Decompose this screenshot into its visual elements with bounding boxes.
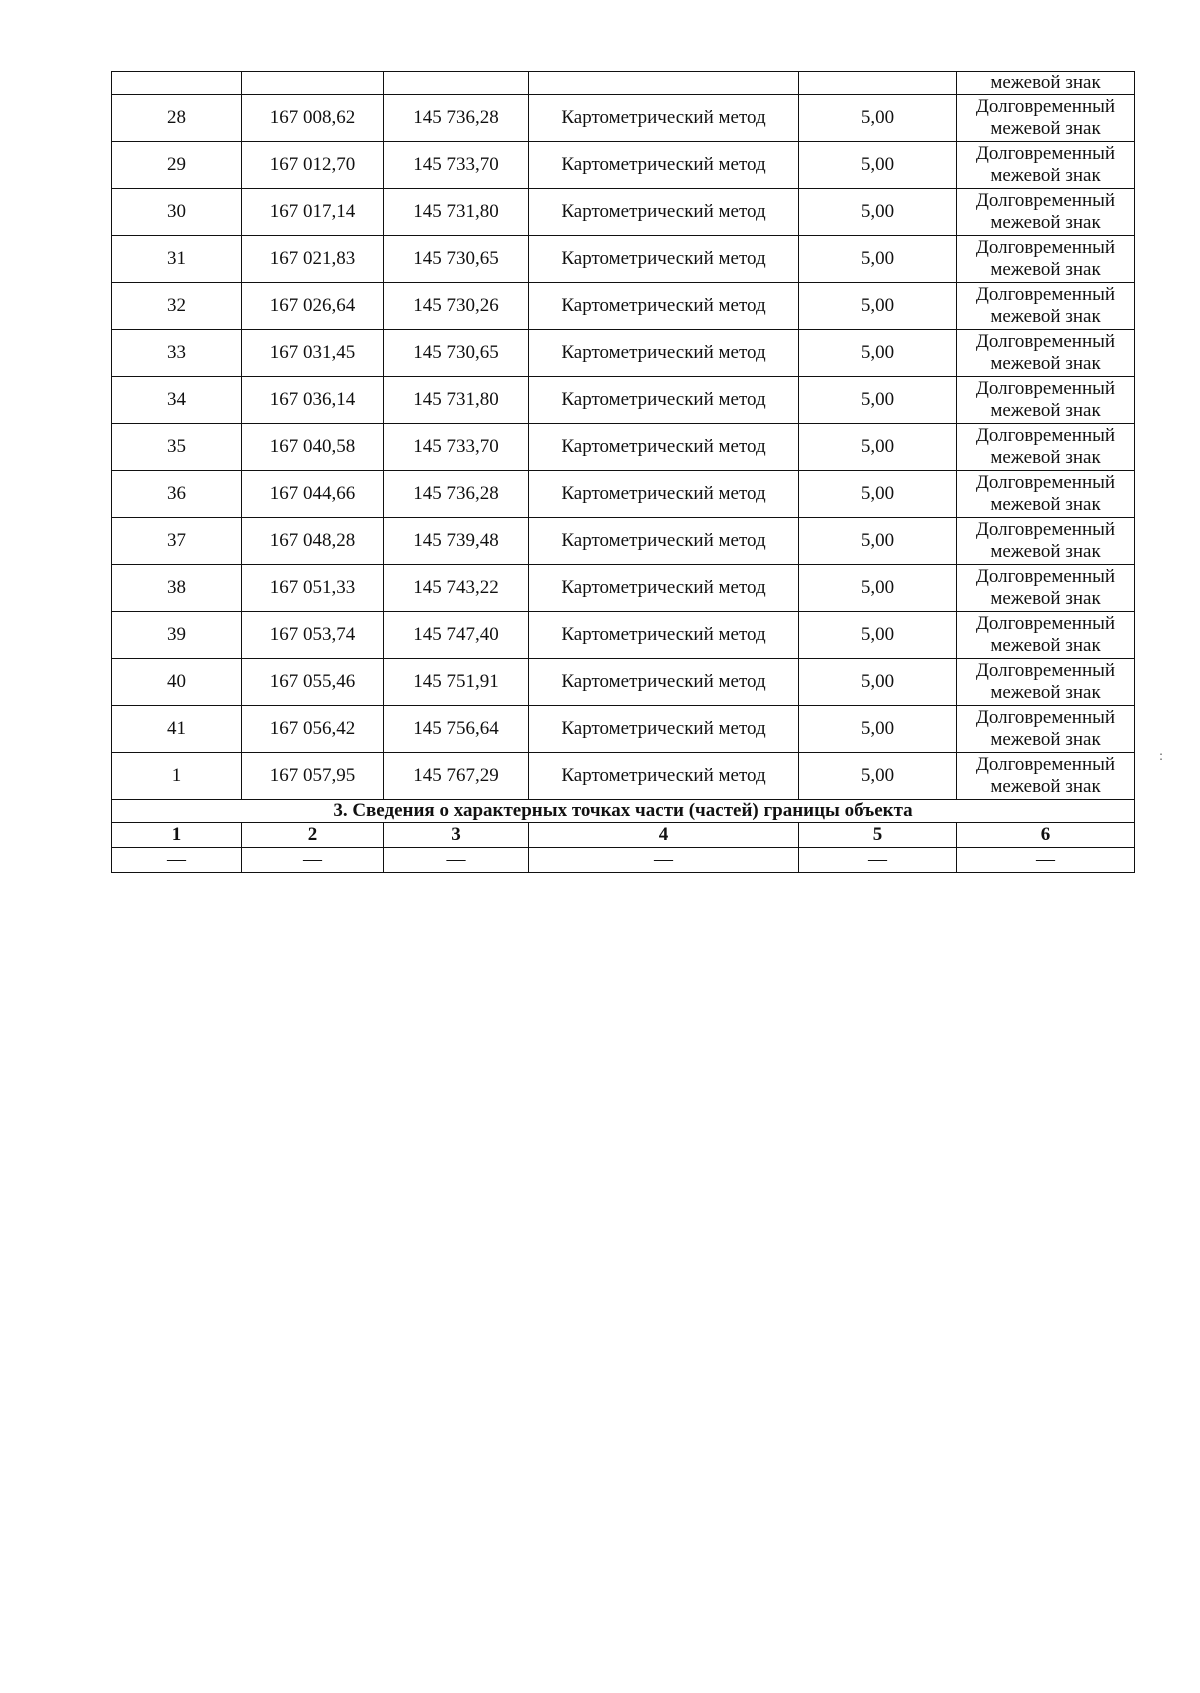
table-row	[112, 706, 1135, 753]
accuracy-cell: 5,00	[799, 189, 957, 236]
sign-cell	[957, 471, 1135, 518]
section-title-row	[112, 800, 1135, 823]
y-coordinate-cell: 145 731,80	[384, 189, 529, 236]
method-cell: Картометрический метод	[529, 706, 799, 753]
method-cell: Картометрический метод	[529, 424, 799, 471]
point-number-cell: 28	[112, 95, 242, 142]
accuracy-cell: 5,00	[799, 142, 957, 189]
empty-cell	[384, 72, 529, 95]
sign-cell	[957, 518, 1135, 565]
method-cell: Картометрический метод	[529, 565, 799, 612]
x-coordinate-cell: 167 057,95	[242, 753, 384, 800]
method-cell: Картометрический метод	[529, 471, 799, 518]
x-coordinate-cell: 167 040,58	[242, 424, 384, 471]
table-row	[112, 518, 1135, 565]
sign-type-line1: Долговременный	[975, 660, 1116, 681]
sign-type-line1: Долговременный	[975, 143, 1116, 164]
sign-cell	[957, 95, 1135, 142]
column-number: 5	[799, 823, 957, 848]
sign-type-line2: межевой знак	[990, 165, 1101, 186]
sign-type-line1: Долговременный	[975, 566, 1116, 587]
sign-type-line2: межевой знак	[990, 259, 1101, 280]
method-cell: Картометрический метод	[529, 518, 799, 565]
sign-cell	[957, 424, 1135, 471]
sign-cell	[957, 283, 1135, 330]
x-coordinate-cell: 167 056,42	[242, 706, 384, 753]
dash-cell: —	[112, 848, 242, 873]
sign-type-line2: межевой знак	[990, 729, 1101, 750]
x-coordinate-cell: 167 026,64	[242, 283, 384, 330]
x-coordinate-cell: 167 031,45	[242, 330, 384, 377]
sign-type-line2: межевой знак	[990, 682, 1101, 703]
method-cell: Картометрический метод	[529, 95, 799, 142]
sign-type-line1: Долговременный	[975, 754, 1116, 775]
sign-type-line1: Долговременный	[975, 284, 1116, 305]
method-cell: Картометрический метод	[529, 753, 799, 800]
x-coordinate-cell: 167 012,70	[242, 142, 384, 189]
sign-type-line1: Долговременный	[975, 425, 1116, 446]
y-coordinate-cell: 145 730,26	[384, 283, 529, 330]
dash-cell: —	[957, 848, 1135, 873]
table-row	[112, 236, 1135, 283]
accuracy-cell: 5,00	[799, 706, 957, 753]
x-coordinate-cell: 167 044,66	[242, 471, 384, 518]
column-number: 2	[242, 823, 384, 848]
point-number-cell: 33	[112, 330, 242, 377]
accuracy-cell: 5,00	[799, 612, 957, 659]
method-cell: Картометрический метод	[529, 283, 799, 330]
sign-type-line1: Долговременный	[975, 190, 1116, 211]
sign-type-line1: Долговременный	[975, 519, 1116, 540]
point-number-cell: 34	[112, 377, 242, 424]
sign-type-line1: Долговременный	[975, 331, 1116, 352]
document-sheet	[111, 71, 1134, 873]
point-number-cell: 31	[112, 236, 242, 283]
empty-cell	[799, 72, 957, 95]
y-coordinate-cell: 145 756,64	[384, 706, 529, 753]
method-cell: Картометрический метод	[529, 189, 799, 236]
sign-type-line1: Долговременный	[975, 707, 1116, 728]
sign-type-line2: межевой знак	[990, 118, 1101, 139]
accuracy-cell: 5,00	[799, 236, 957, 283]
y-coordinate-cell: 145 730,65	[384, 236, 529, 283]
empty-data-row	[112, 848, 1135, 873]
dash-cell: —	[384, 848, 529, 873]
x-coordinate-cell: 167 051,33	[242, 565, 384, 612]
accuracy-cell: 5,00	[799, 659, 957, 706]
accuracy-cell: 5,00	[799, 565, 957, 612]
accuracy-cell: 5,00	[799, 471, 957, 518]
x-coordinate-cell: 167 008,62	[242, 95, 384, 142]
sign-type-line2: межевой знак	[990, 588, 1101, 609]
y-coordinate-cell: 145 731,80	[384, 377, 529, 424]
table-row	[112, 377, 1135, 424]
sign-type-line2: межевой знак	[990, 447, 1101, 468]
y-coordinate-cell: 145 767,29	[384, 753, 529, 800]
column-number: 4	[529, 823, 799, 848]
dash-cell: —	[242, 848, 384, 873]
sign-cell	[957, 659, 1135, 706]
y-coordinate-cell: 145 736,28	[384, 95, 529, 142]
table-row	[112, 424, 1135, 471]
point-number-cell: 32	[112, 283, 242, 330]
sign-cell	[957, 753, 1135, 800]
method-cell: Картометрический метод	[529, 612, 799, 659]
y-coordinate-cell: 145 733,70	[384, 142, 529, 189]
sign-cell	[957, 189, 1135, 236]
sign-cell	[957, 612, 1135, 659]
point-number-cell: 30	[112, 189, 242, 236]
sign-type-line2: межевой знак	[990, 353, 1101, 374]
sign-type-line1: Долговременный	[975, 237, 1116, 258]
y-coordinate-cell: 145 743,22	[384, 565, 529, 612]
point-number-cell: 36	[112, 471, 242, 518]
y-coordinate-cell: 145 730,65	[384, 330, 529, 377]
x-coordinate-cell: 167 053,74	[242, 612, 384, 659]
x-coordinate-cell: 167 055,46	[242, 659, 384, 706]
method-cell: Картометрический метод	[529, 659, 799, 706]
y-coordinate-cell: 145 733,70	[384, 424, 529, 471]
y-coordinate-cell: 145 751,91	[384, 659, 529, 706]
sign-type-line2: межевой знак	[990, 635, 1101, 656]
point-number-cell: 38	[112, 565, 242, 612]
table-row	[112, 659, 1135, 706]
table-row	[112, 565, 1135, 612]
y-coordinate-cell: 145 747,40	[384, 612, 529, 659]
x-coordinate-cell: 167 048,28	[242, 518, 384, 565]
table-row	[112, 283, 1135, 330]
accuracy-cell: 5,00	[799, 424, 957, 471]
point-number-cell: 29	[112, 142, 242, 189]
accuracy-cell: 5,00	[799, 283, 957, 330]
empty-cell	[112, 72, 242, 95]
sign-cell	[957, 330, 1135, 377]
accuracy-cell: 5,00	[799, 330, 957, 377]
continued-row	[112, 72, 1135, 95]
section-title: 3. Сведения о характерных точках части (частей) границы объекта	[112, 800, 1135, 823]
point-number-cell: 40	[112, 659, 242, 706]
method-cell: Картометрический метод	[529, 377, 799, 424]
accuracy-cell: 5,00	[799, 95, 957, 142]
sign-type-line1: Долговременный	[975, 613, 1116, 634]
column-number: 1	[112, 823, 242, 848]
sign-type-line2: межевой знак	[990, 400, 1101, 421]
table-row	[112, 330, 1135, 377]
column-number: 3	[384, 823, 529, 848]
sign-cell	[957, 706, 1135, 753]
column-number: 6	[957, 823, 1135, 848]
accuracy-cell: 5,00	[799, 753, 957, 800]
sign-cell	[957, 377, 1135, 424]
sign-type-line2: межевой знак	[990, 494, 1101, 515]
y-coordinate-cell: 145 736,28	[384, 471, 529, 518]
sign-type-line1: Долговременный	[975, 96, 1116, 117]
sign-type-line2: межевой знак	[990, 541, 1101, 562]
sign-type-line2: межевой знак	[990, 306, 1101, 327]
column-numbers-row	[112, 823, 1135, 848]
accuracy-cell: 5,00	[799, 518, 957, 565]
empty-cell	[242, 72, 384, 95]
table-row	[112, 753, 1135, 800]
table-row	[112, 142, 1135, 189]
point-number-cell: 39	[112, 612, 242, 659]
method-cell: Картометрический метод	[529, 236, 799, 283]
point-number-cell: 41	[112, 706, 242, 753]
table-row	[112, 471, 1135, 518]
x-coordinate-cell: 167 036,14	[242, 377, 384, 424]
x-coordinate-cell: 167 017,14	[242, 189, 384, 236]
sign-cell	[957, 142, 1135, 189]
margin-mark: :	[1159, 749, 1164, 763]
sign-cell	[957, 565, 1135, 612]
dash-cell: —	[529, 848, 799, 873]
sign-cell	[957, 236, 1135, 283]
point-number-cell: 1	[112, 753, 242, 800]
point-number-cell: 35	[112, 424, 242, 471]
point-number-cell: 37	[112, 518, 242, 565]
method-cell: Картометрический метод	[529, 142, 799, 189]
y-coordinate-cell: 145 739,48	[384, 518, 529, 565]
sign-cell: межевой знак	[957, 72, 1135, 95]
dash-cell: —	[799, 848, 957, 873]
table-row	[112, 612, 1135, 659]
table-row	[112, 189, 1135, 236]
sign-type-line1: Долговременный	[975, 472, 1116, 493]
boundary-points-table	[111, 71, 1135, 873]
empty-cell	[529, 72, 799, 95]
sign-type-line2: межевой знак	[990, 212, 1101, 233]
table-row	[112, 95, 1135, 142]
accuracy-cell: 5,00	[799, 377, 957, 424]
x-coordinate-cell: 167 021,83	[242, 236, 384, 283]
sign-type-line1: Долговременный	[975, 378, 1116, 399]
method-cell: Картометрический метод	[529, 330, 799, 377]
sign-type-line2: межевой знак	[990, 776, 1101, 797]
